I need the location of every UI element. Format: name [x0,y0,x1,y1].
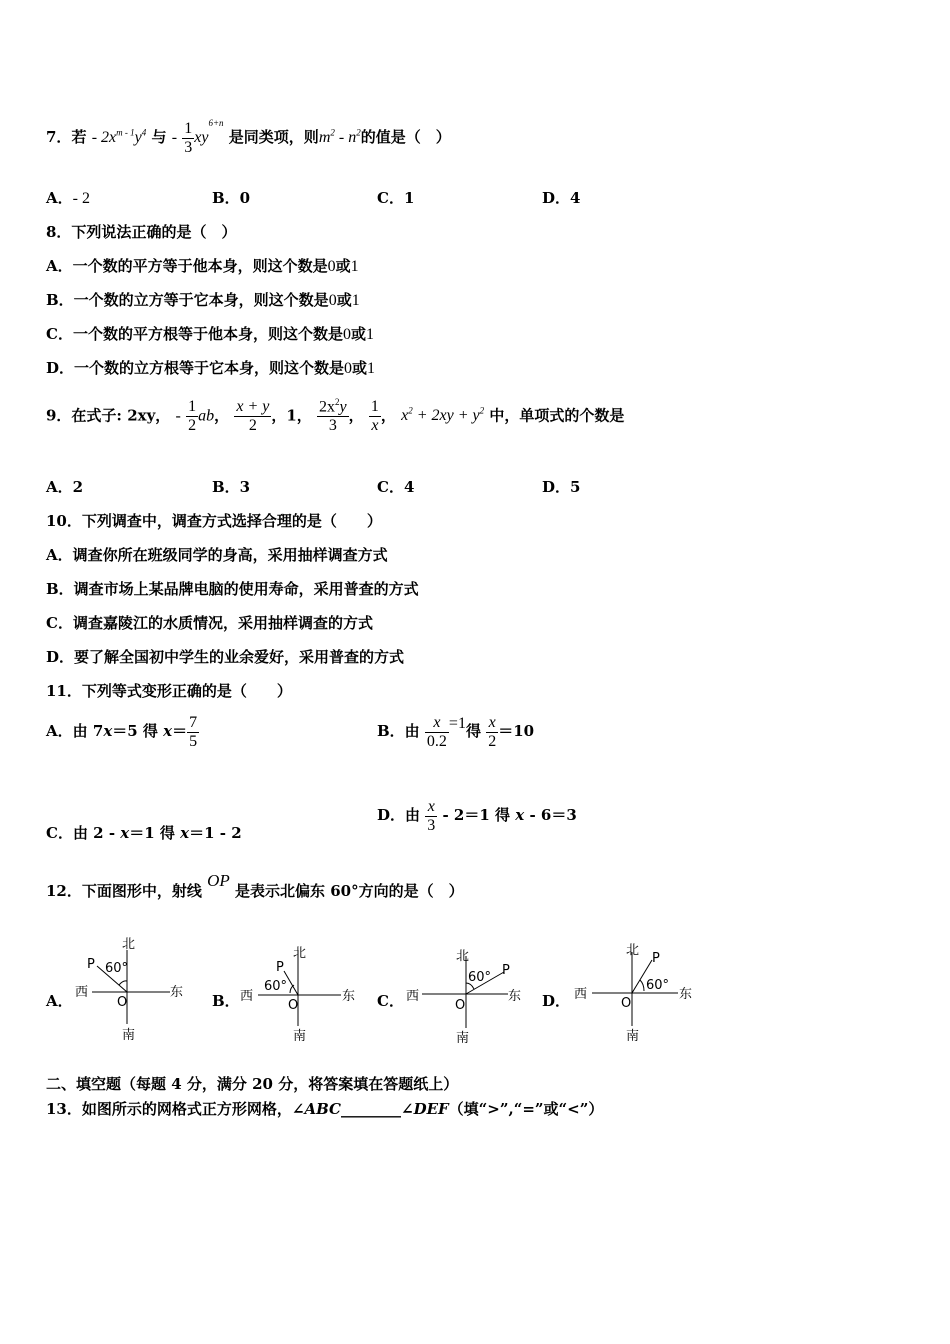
q11-option-b [377,714,534,750]
var-x: x [120,824,130,842]
fraction [425,798,437,834]
option-text: 或 [336,291,352,309]
question-13 [46,1098,603,1119]
numerator: 7 [189,714,198,731]
label-east: 东 [679,987,693,1002]
question-11-stem: 11．下列等式变形正确的是（ ） [46,682,292,700]
q10-option-c: C．调查嘉陵江的水质情况，采用抽样调查的方式 [46,614,373,632]
f3-y: y [339,398,347,416]
ray-op: OP [207,871,230,890]
q7-option-a [46,187,90,208]
label-angle: 60° [105,961,129,976]
label-west: 西 [574,987,588,1002]
q10-option-b: B．调查市场上某品牌电脑的使用寿命，采用普查的方式 [46,580,419,598]
label-p: P [276,960,284,975]
figure-a [70,936,200,1050]
expr-m: m [318,129,331,147]
option-text: B．一个数的立方等于它本身，则这个数是 [46,291,329,309]
f1-sign: - [175,407,181,425]
denominator: 5 [189,732,198,750]
term-2-fraction [182,120,194,156]
denominator: 3 [184,138,193,156]
figure-b [236,938,366,1052]
q7-option-d: D．4 [542,189,581,207]
option-num: 1 [365,326,374,343]
numerator: 1 [188,398,197,416]
numerator: x [425,798,437,817]
label-south: 南 [293,1029,307,1044]
term-2-body [194,117,224,147]
question-number: 7． [46,128,72,147]
option-value: - 2 [72,190,90,207]
option-label: A． [46,189,73,207]
fraction-3 [317,398,349,435]
f1-body: ab [198,407,215,425]
option-text: ＝ [172,722,188,741]
question-7 [46,117,451,156]
q8-option-c [46,323,374,344]
q8-option-d [46,357,375,378]
q12-option-b: B． [212,992,240,1010]
var-x: x [515,806,525,825]
question-text: 若 [71,128,87,147]
q7-option-c: C．1 [377,189,415,207]
denominator: x [371,416,379,434]
figure-d [570,938,700,1052]
q12-option-d: D． [542,992,571,1010]
term-2-exponent: 6+n [208,117,224,128]
poly-exp-2: 2 [479,405,485,416]
var-x: x [180,824,190,842]
option-num: 1 [351,292,360,309]
option-text: ＝1 - 2 [189,824,242,842]
label-north: 北 [122,937,136,952]
q10-option-d: D．要了解全国初中学生的业余爱好，采用普查的方式 [46,648,405,666]
option-text: ＝10 [498,722,535,741]
denominator: 2 [488,732,497,750]
question-8-stem: 8．下列说法正确的是（ ） [46,223,237,241]
question-text: 13．如图所示的网格式正方形网格， [46,1100,292,1118]
figure-c [400,944,530,1050]
option-num: 0 [327,258,336,275]
q8-option-a [46,255,359,276]
option-text: ＝5 得 [112,722,158,741]
label-east: 东 [170,985,184,1000]
var-x: x [103,722,113,741]
numerator: x [425,714,449,733]
q7-option-b: B．0 [212,189,251,207]
option-num: 0 [344,360,353,377]
label-north: 北 [456,949,470,964]
q11-option-d [377,798,577,834]
numerator: 1 [184,120,193,137]
label-west: 西 [406,989,420,1004]
option-num: 0 [328,292,337,309]
option-text: D．一个数的立方根等于它本身，则这个数是 [46,359,345,377]
label-south: 南 [456,1031,470,1046]
q9-option-a: A．2 [46,478,84,496]
option-num: 0 [342,326,351,343]
question-text: 中，单项式的个数是 [489,406,625,425]
question-text: 是表示北偏东 60°方向的是（ ） [235,882,464,900]
var-x: x [163,722,173,741]
expr-n: n [348,129,357,147]
label-o: O [288,998,299,1013]
numerator: x + y [236,398,270,416]
label-o: O [455,998,466,1013]
option-text: 或 [352,359,368,377]
fraction-2 [234,398,271,434]
numerator: x [486,714,498,733]
term-2-xy: xy [194,129,209,147]
poly-x: x [401,407,409,425]
denominator: 2 [248,416,257,434]
denominator: 3 [328,416,337,434]
label-south: 南 [122,1028,136,1043]
option-text: 得 [465,722,481,741]
label-north: 北 [293,946,307,961]
label-north: 北 [626,943,640,958]
q12-option-c: C． [377,992,404,1010]
angle-arc [119,981,127,985]
q12-option-a: A． [46,992,73,1010]
question-9 [46,398,624,435]
option-text: A．一个数的平方等于他本身，则这个数是 [46,257,328,275]
label-p: P [87,957,95,972]
expression [319,129,361,146]
label-o: O [621,996,632,1011]
numerator [317,398,349,417]
option-text: - 2＝1 得 [437,806,511,825]
option-text: B．由 [377,722,420,741]
fraction [187,714,199,750]
option-text: ＝1 得 [129,824,175,842]
denominator: 0.2 [426,732,447,750]
term-1-base: - 2x [91,129,117,147]
question-text: ，1， [271,406,312,425]
question-text: 9．在式子: 2xy， [46,406,171,425]
q11-option-a [46,714,199,750]
denominator: 3 [427,816,436,834]
q9-option-b: B．3 [212,478,251,496]
question-text: （填“>”,“=”或“<”） [448,1100,604,1118]
expr-minus: - [338,129,345,147]
polynomial [401,407,484,424]
label-p: P [502,963,510,978]
label-p: P [652,951,660,966]
label-east: 东 [342,989,356,1004]
label-west: 西 [240,989,254,1004]
label-o: O [117,995,128,1010]
term-1-y: y [134,129,142,147]
option-text: - 6＝3 [524,806,577,825]
angle-def: ∠DEF [401,1100,449,1118]
question-text: 12．下面图形中，射线 [46,882,202,900]
poly-mid: + 2xy + y [416,407,480,425]
term-1-y-exponent: 4 [141,127,147,138]
label-east: 东 [508,989,522,1004]
option-text: 或 [350,325,366,343]
option-num: 1 [367,360,376,377]
f3-exp: 2 [335,397,340,407]
question-12 [46,871,464,901]
label-angle: 60° [646,978,670,993]
label-west: 西 [75,985,89,1000]
label-angle: 60° [264,979,288,994]
term-2-sign: - [171,129,178,147]
q11-option-c [46,822,242,843]
expr-n-exp: 2 [356,127,361,138]
comma: ， [214,406,230,425]
q8-option-b [46,289,360,310]
angle-abc: ∠ABC [291,1100,341,1118]
equals-one: =1 [448,715,466,733]
denominator: 2 [188,416,197,434]
option-text: C．由 2 - [46,824,121,842]
comma: ， [380,406,396,425]
f3-base: 2x [319,398,336,416]
fraction-1 [186,398,198,434]
option-text: 或 [335,257,351,275]
fraction [486,714,498,750]
label-south: 南 [626,1029,640,1044]
numerator: 1 [370,398,379,416]
question-10-stem: 10．下列调查中，调查方式选择合理的是（ ） [46,512,382,530]
option-text: A．由 7 [46,722,104,741]
label-angle: 60° [468,970,492,985]
option-text: D．由 [377,806,421,825]
question-text: 的值是（ ） [360,128,451,147]
answer-blank[interactable]: ________ [341,1100,401,1118]
poly-exp-1: 2 [408,405,413,416]
q9-option-c: C．4 [377,478,415,496]
comma: ， [348,406,364,425]
option-text: C．一个数的平方根等于他本身，则这个数是 [46,325,343,343]
question-text: 与 [151,128,167,147]
fraction-4 [369,398,381,434]
term-1 [92,129,147,146]
q9-option-d: D．5 [542,478,581,496]
question-text: 是同类项，则 [228,128,319,147]
option-num: 1 [350,258,359,275]
angle-arc [640,980,644,991]
expr-m-exp: 2 [330,127,335,138]
q10-option-a: A．调查你所在班级同学的身高，采用抽样调查方式 [46,546,388,564]
fraction [425,714,449,750]
section-2-title: 二、填空题（每题 4 分，满分 20 分，将答案填在答题纸上） [46,1075,459,1093]
term-1-exponent: m - 1 [116,127,135,138]
